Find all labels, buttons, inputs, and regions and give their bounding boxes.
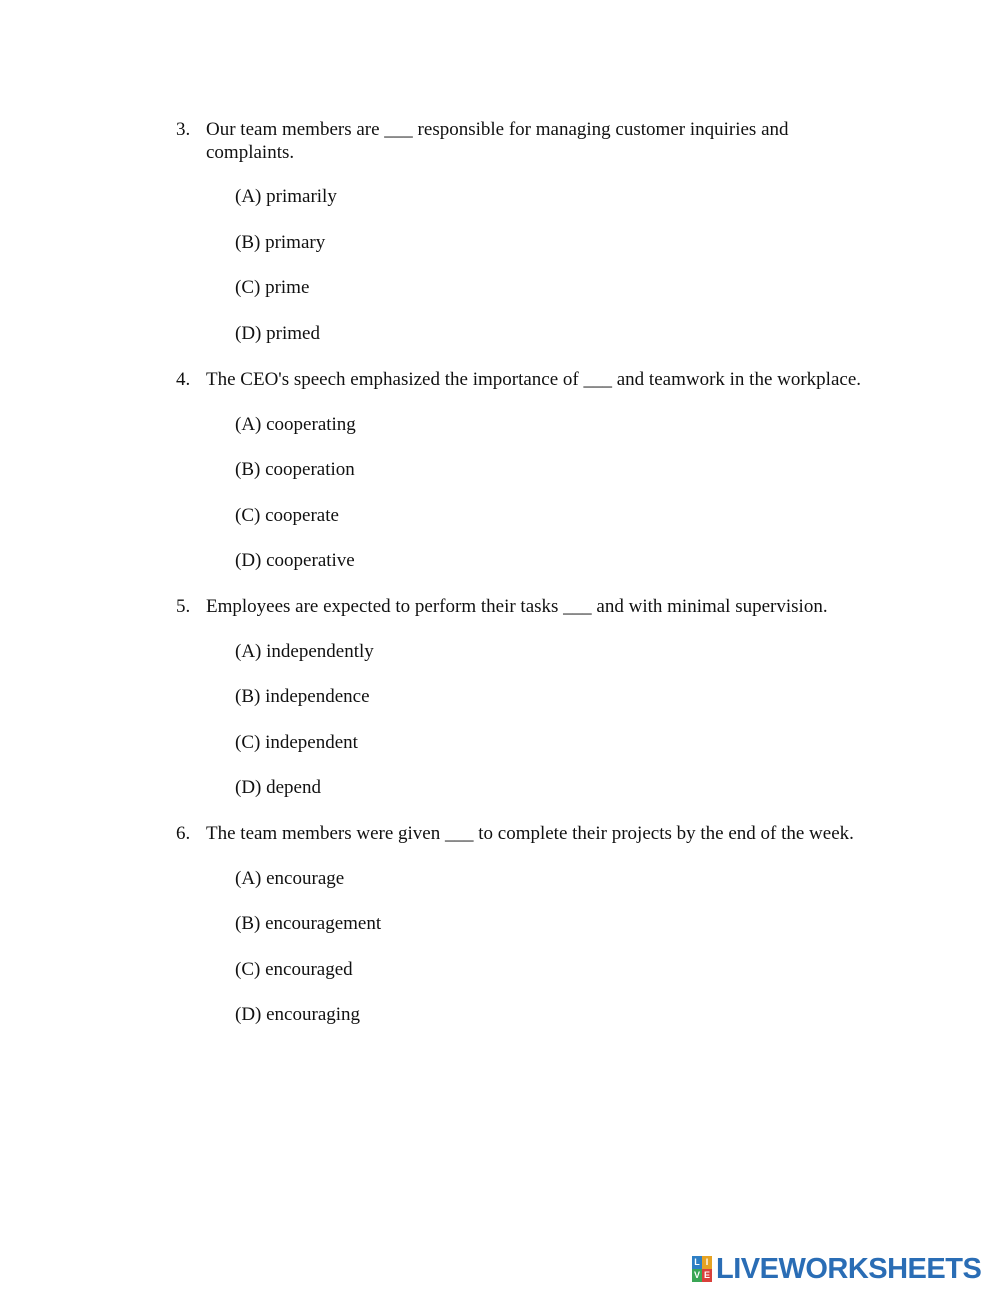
logo-mark-letter: L	[692, 1256, 702, 1269]
option-d[interactable]: (D) primed	[235, 323, 320, 344]
question-number: 4.	[176, 369, 191, 390]
logo-text: LIVEWORKSHEETS	[716, 1253, 982, 1285]
option-a[interactable]: (A) independently	[235, 641, 374, 662]
question-number: 6.	[176, 823, 191, 844]
option-c[interactable]: (C) prime	[235, 277, 310, 298]
option-c[interactable]: (C) encouraged	[235, 959, 353, 980]
question-number: 3.	[176, 119, 191, 140]
question-number: 5.	[176, 596, 191, 617]
logo-mark-letter: I	[702, 1256, 712, 1269]
option-a[interactable]: (A) encourage	[235, 868, 345, 889]
option-b[interactable]: (B) primary	[235, 232, 326, 253]
question-text: The team members were given ___ to complete their projects by the end of the week.	[206, 823, 854, 844]
option-b[interactable]: (B) encouragement	[235, 913, 382, 934]
question-text: The CEO's speech emphasized the importance of ___ and teamwork in the workplace.	[206, 369, 862, 390]
logo-mark-letter: V	[693, 1270, 700, 1280]
logo-mark-icon	[692, 1256, 712, 1282]
option-d[interactable]: (D) encouraging	[235, 1004, 361, 1025]
option-a[interactable]: (A) primarily	[235, 186, 337, 207]
option-d[interactable]: (D) cooperative	[235, 550, 355, 571]
option-b[interactable]: (B) cooperation	[235, 459, 355, 480]
option-c[interactable]: (C) cooperate	[235, 505, 339, 526]
question-text: Employees are expected to perform their tasks ___ and with minimal supervision.	[206, 596, 828, 617]
option-d[interactable]: (D) depend	[235, 777, 321, 798]
liveworksheets-logo	[692, 1254, 981, 1284]
question-text: Our team members are ___ responsible for managing customer inquiries and complaints.	[206, 119, 789, 163]
logo-mark-letter: E	[703, 1270, 710, 1280]
option-c[interactable]: (C) independent	[235, 732, 358, 753]
option-a[interactable]: (A) cooperating	[235, 414, 356, 435]
option-b[interactable]: (B) independence	[235, 686, 370, 707]
